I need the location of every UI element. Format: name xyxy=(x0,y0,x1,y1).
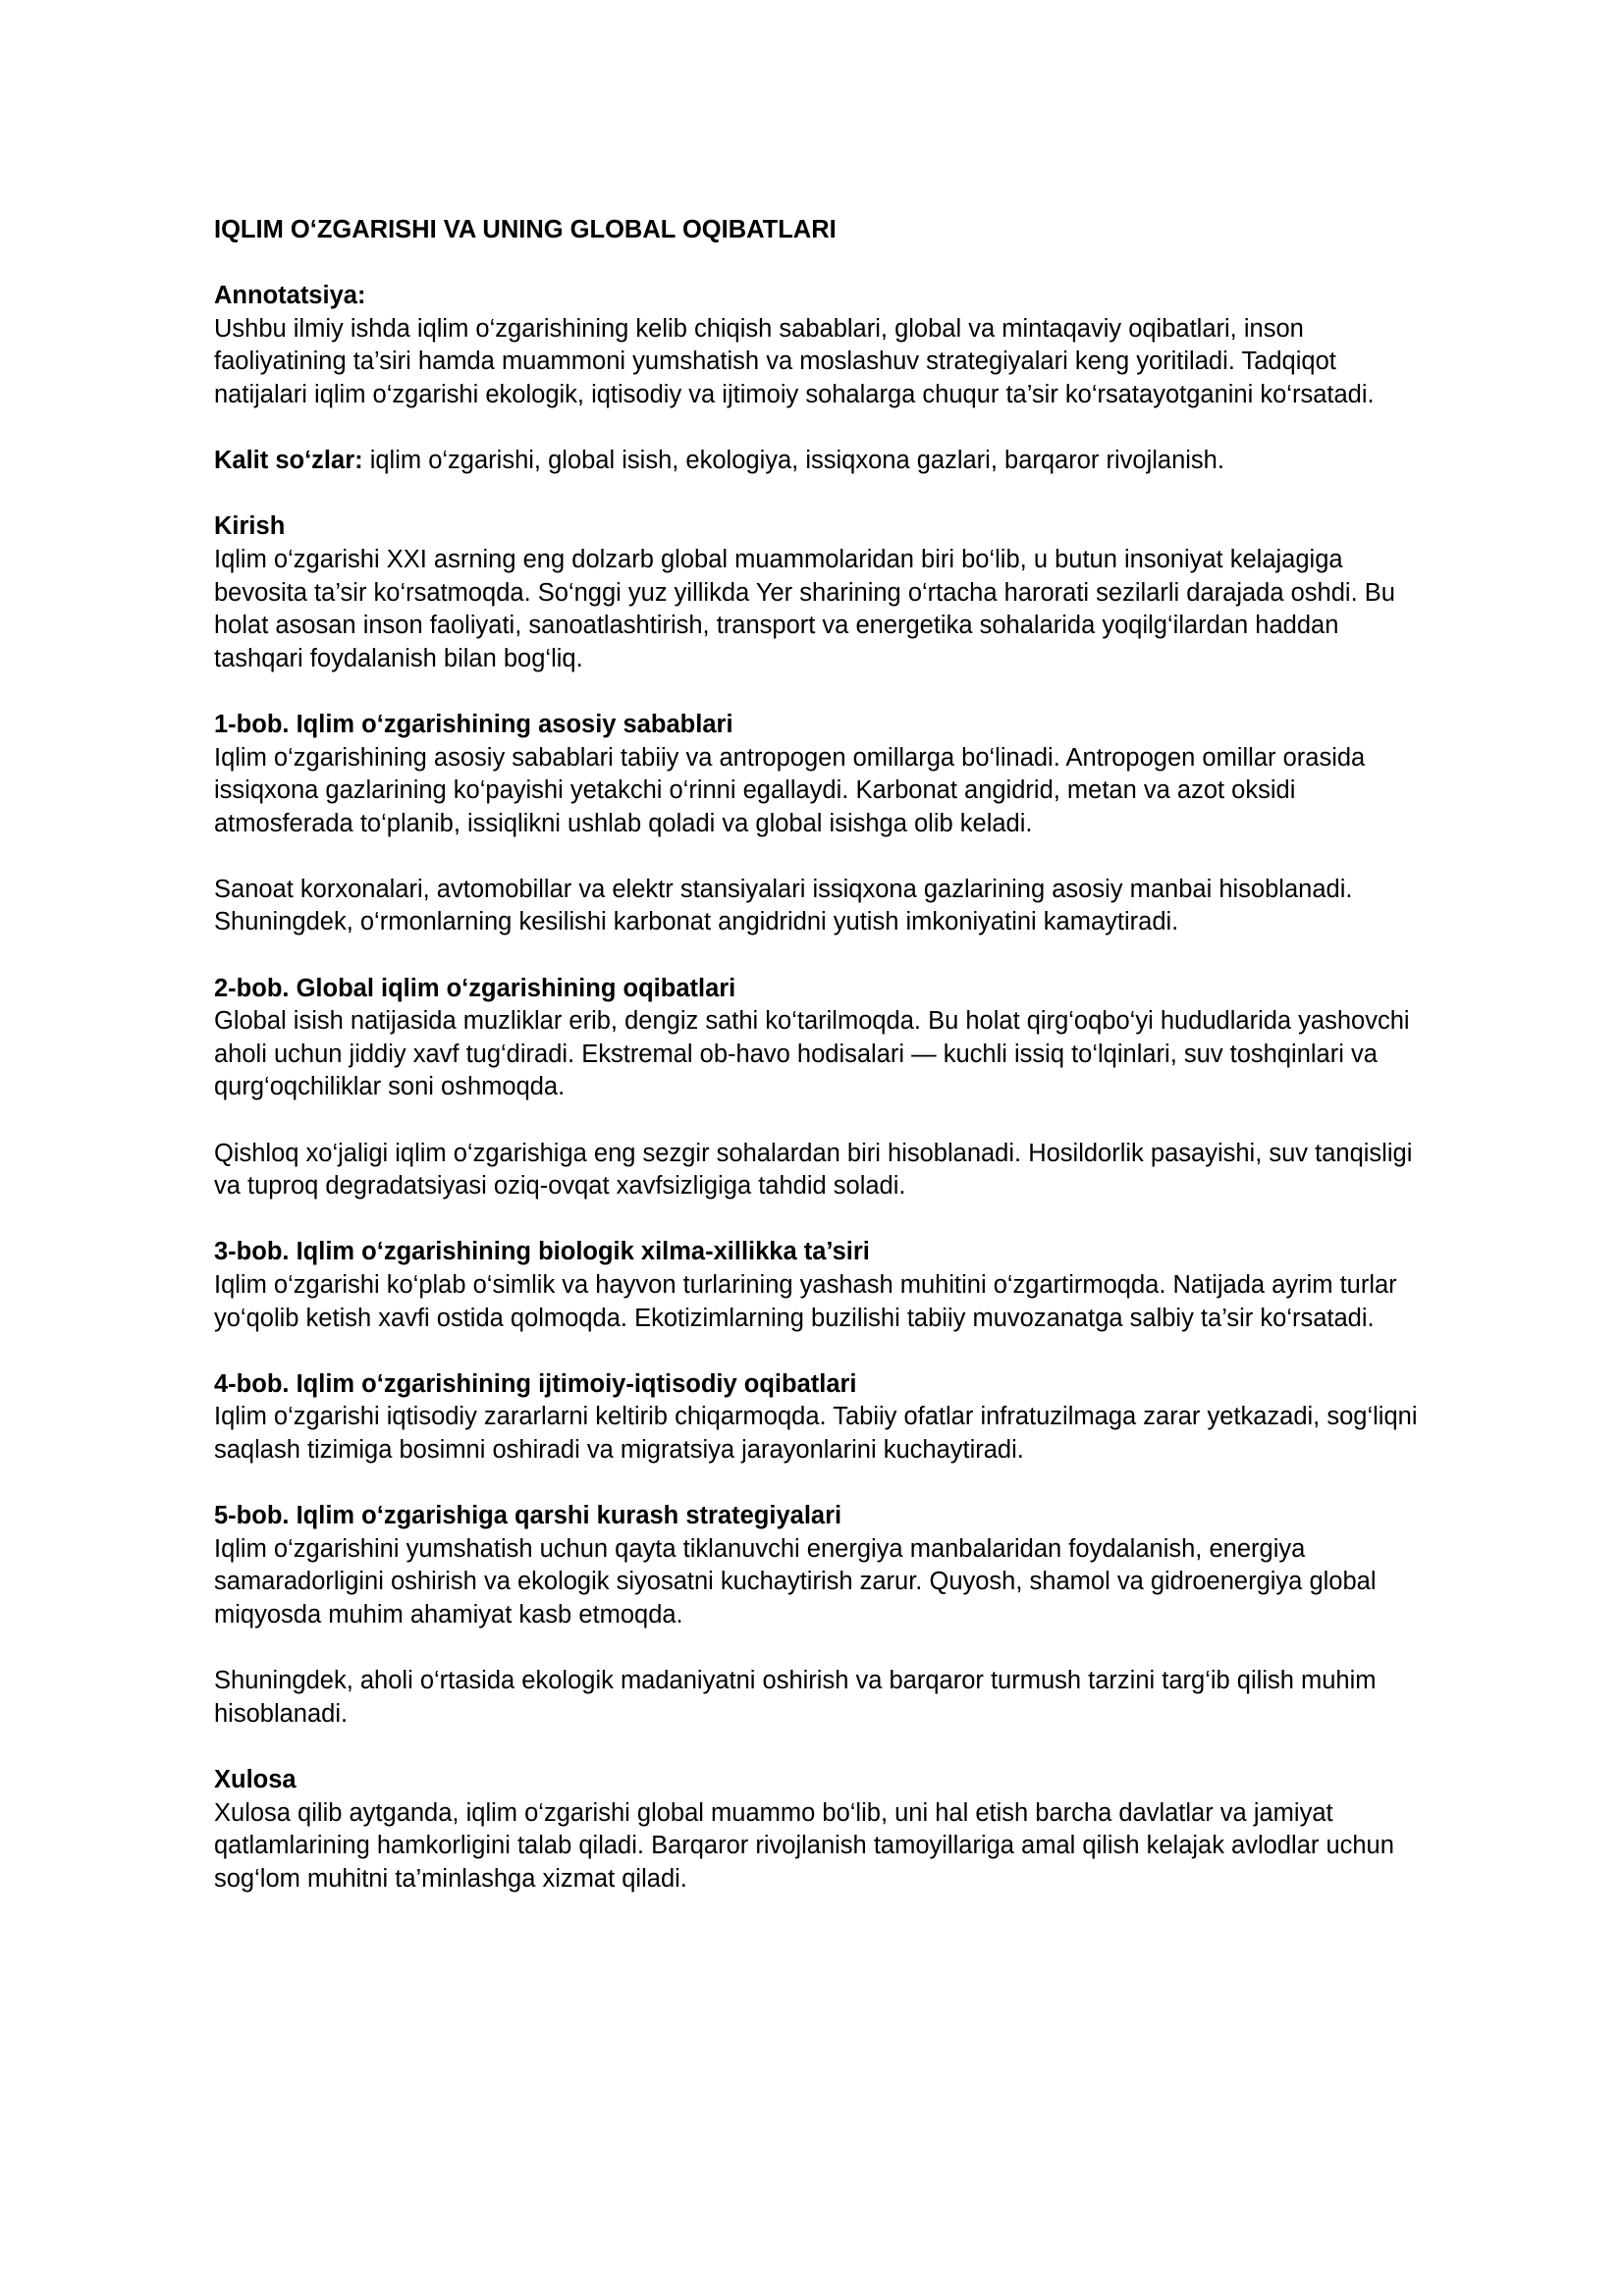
chapter4-paragraph-1: Iqlim o‘zgarishi iqtisodiy zararlarni keltirib chiqarmoqda. Tabiiy ofatlar infratuzilmaga zarar yetkazadi, sog‘liqni saqlash tizimiga bosimni oshiradi va migratsiya jarayonlarini kuchaytiradi. xyxy=(214,1403,1418,1464)
keywords-section xyxy=(214,445,1432,478)
document-page xyxy=(214,214,1432,1929)
chapter3-heading: 3-bob. Iqlim o‘zgarishining biologik xilma-xillikka ta’siri xyxy=(214,1238,870,1266)
chapter5-paragraph-2: Shuningdek, aholi o‘rtasida ekologik madaniyatni oshirish va barqaror turmush tarzini targ‘ib qilish muhim hisoblanadi. xyxy=(214,1667,1377,1728)
intro-text: Iqlim o‘zgarishi XXI asrning eng dolzarb global muammolaridan biri bo‘lib, u butun insoniyat kelajagiga bevosita ta’sir ko‘rsatmoqda. So‘nggi yuz yillikda Yer sharining o‘rtacha harorati sezilarli darajada oshdi. Bu holat asosan inson faoliyati, sanoatlashtirish, transport va energetika sohalarida yoqilg‘ilardan haddan tashqari foydalanish bilan bog‘liq. xyxy=(214,545,1395,672)
chapter5-paragraph-1: Iqlim o‘zgarishini yumshatish uchun qayta tiklanuvchi energiya manbalaridan foydalanish, energiya samaradorligini oshirish va ekologik siyosatni kuchaytirish zarur. Quyosh, shamol va gidroenergiya global miqyosda muhim ahamiyat kasb etmoqda. xyxy=(214,1534,1377,1629)
chapter2-paragraph-2: Qishloq xo‘jaligi iqlim o‘zgarishiga eng sezgir sohalardan biri hisoblanadi. Hosildorlik pasayishi, suv tanqisligi va tuproq degradatsiyasi oziq-ovqat xavfsizligiga tahdid soladi. xyxy=(214,1139,1413,1201)
chapter5-heading: 5-bob. Iqlim o‘zgarishiga qarshi kurash strategiyalari xyxy=(214,1502,842,1530)
abstract-text: Ushbu ilmiy ishda iqlim o‘zgarishining kelib chiqish sabablari, global va mintaqaviy oqibatlari, inson faoliyatining ta’siri hamda muammoni yumshatish va moslashuv strategiyalari keng yoritiladi. Tadqiqot natijalari iqlim o‘zgarishi ekologik, iqtisodiy va ijtimoiy sohalarga chuqur ta’sir ko‘rsatayotganini ko‘rsatadi. xyxy=(214,314,1375,408)
conclusion-section xyxy=(214,1764,1432,1896)
chapter2-heading: 2-bob. Global iqlim o‘zgarishining oqibatlari xyxy=(214,974,736,1002)
abstract-section xyxy=(214,280,1432,411)
keywords-label: Kalit so‘zlar: xyxy=(214,447,363,475)
abstract-heading: Annotatsiya: xyxy=(214,282,366,310)
chapter1-paragraph-1: Iqlim o‘zgarishining asosiy sabablari tabiiy va antropogen omillarga bo‘linadi. Antropogen omillar orasida issiqxona gazlarining ko‘payishi yetakchi o‘rinni egallaydi. Karbonat angidrid, metan va azot oksidi atmosferada to‘planib, issiqlikni ushlab qoladi va global isishga olib keladi. xyxy=(214,743,1366,837)
chapter3-section xyxy=(214,1236,1432,1335)
conclusion-text: Xulosa qilib aytganda, iqlim o‘zgarishi global muammo bo‘lib, uni hal etish barcha davlatlar va jamiyat qatlamlarining hamkorligini talab qiladi. Barqaror rivojlanish tamoyillariga amal qilish kelajak avlodlar uchun sog‘lom muhitni ta’minlashga xizmat qiladi. xyxy=(214,1798,1394,1893)
intro-section xyxy=(214,510,1432,675)
chapter5-section xyxy=(214,1500,1432,1731)
chapter2-section xyxy=(214,973,1432,1203)
chapter3-paragraph-1: Iqlim o‘zgarishi ko‘plab o‘simlik va hayvon turlarining yashash muhitini o‘zgartirmoqda. Natijada ayrim turlar yo‘qolib ketish xavfi ostida qolmoqda. Ekotizimlarning buzilishi tabiiy muvozanatga salbiy ta’sir ko‘rsatadi. xyxy=(214,1271,1397,1332)
chapter4-heading: 4-bob. Iqlim o‘zgarishining ijtimoiy-iqtisodiy oqibatlari xyxy=(214,1369,857,1398)
intro-heading: Kirish xyxy=(214,512,286,541)
chapter1-paragraph-2: Sanoat korxonalari, avtomobillar va elektr stansiyalari issiqxona gazlarining asosiy manbai hisoblanadi. Shuningdek, o‘rmonlarning kesilishi karbonat angidridni yutish imkoniyatini kamaytiradi. xyxy=(214,875,1353,936)
keywords-text: iqlim o‘zgarishi, global isish, ekologiya, issiqxona gazlari, barqaror rivojlanish. xyxy=(362,447,1224,475)
conclusion-heading: Xulosa xyxy=(214,1765,297,1793)
chapter1-heading: 1-bob. Iqlim o‘zgarishining asosiy sabablari xyxy=(214,710,733,738)
chapter1-section xyxy=(214,709,1432,939)
chapter4-section xyxy=(214,1368,1432,1468)
chapter2-paragraph-1: Global isish natijasida muzliklar erib, dengiz sathi ko‘tarilmoqda. Bu holat qirg‘oqbo‘yi hududlarida yashovchi aholi uchun jiddiy xavf tug‘diradi. Ekstremal ob-havo hodisalari — kuchli issiq to‘lqinlari, suv toshqinlari va qurg‘oqchiliklar soni oshmoqda. xyxy=(214,1007,1410,1101)
document-title: IQLIM O‘ZGARISHI VA UNING GLOBAL OQIBATLARI xyxy=(214,216,837,243)
